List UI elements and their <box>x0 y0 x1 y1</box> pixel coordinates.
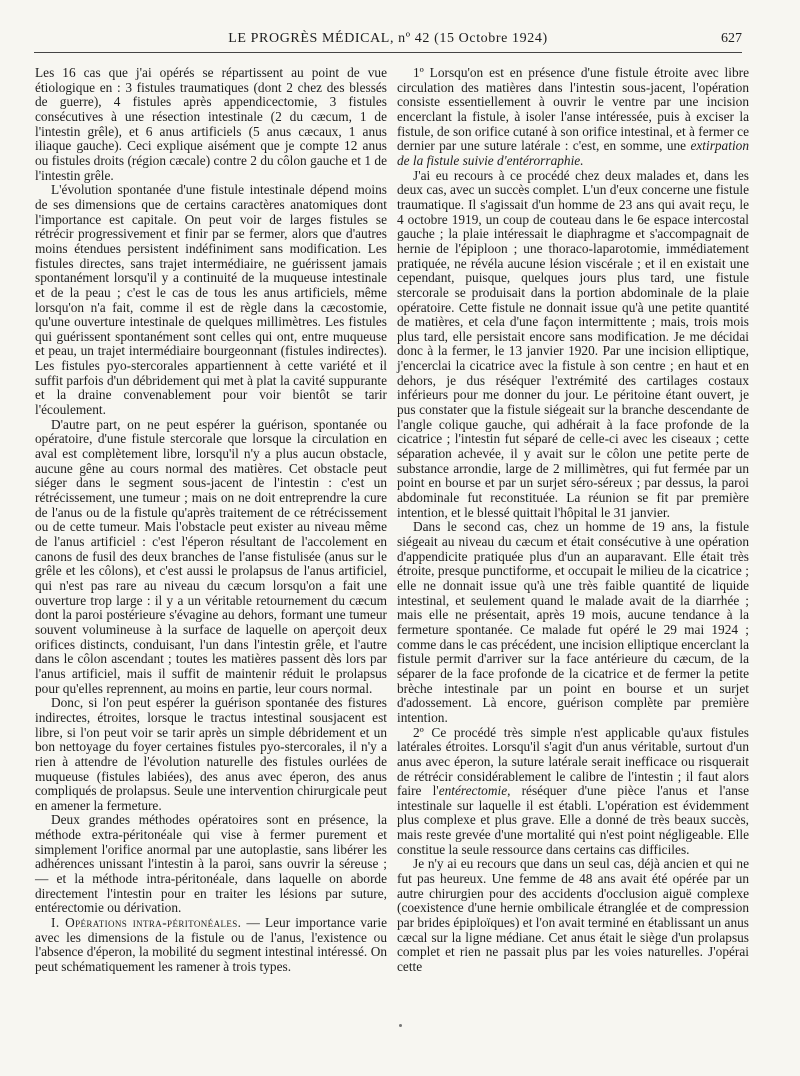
paragraph: Donc, si l'on peut espérer la guérison spontanée des fistures indirectes, étroites, lorsque le tractus intestinal sousjacent est libre, si l'on peut voir se tarir après un simple débridement et un bon nettoyage du foyer certaines fistules pyo-stercorales, il n'y a rien à attendre de l'évolution naturelle des fistules ourlées de muqueuse (fistules labiées), des anus avec éperon, des anus compliqués de prolapsus. Seule une intervention chirurgicale peut en amener la fermeture. <box>35 695 387 813</box>
paragraph: D'autre part, on ne peut espérer la guérison, spontanée ou opératoire, d'une fistule stercorale que lorsque la circulation en aval est complètement libre, lorsqu'il n'y a plus aucun obstacle, aucune gêne au cours normal des matières. Cet obstacle peut siéger dans le segment sous-jacent de l'intestin : c'est un rétrécissement, une tumeur ; mais on ne doit entreprendre la cure de l'anus ou de la fistule qu'après traitement de ce rétrécissement ou de cette tumeur. Mais l'obstacle peut exister au niveau même de l'anus artificiel : c'est l'éperon résultant de l'accolement en canons de fusil des deux branches de l'anse fistulisée (anus sur le grêle et les côlons), et c'est aussi le prolapsus de l'anus artificiel, qui n'est pas rare au niveau du cæcum lorsqu'on a fait une ouverture trop large : il y a un véritable retournement du cæcum dont la paroi postérieure s'évagine au dehors, formant une tumeur souvent volumineuse à la surface de laquelle on aperçoit deux orifices distincts, conduisant, l'un dans l'intestin grêle, et l'autre dans le côlon ascendant ; toutes les matières passent dès lors par l'anus artificiel, mais il suffit de maintenir réduit le prolapsus pour qu'elles reprennent, au moins en partie, leur cours normal. <box>35 416 387 696</box>
page-header <box>34 31 742 55</box>
paragraph <box>397 66 749 169</box>
paragraph: Deux grandes méthodes opératoires sont en présence, la méthode extra-péritonéale qui vise à fermer purement et simplement l'orifice anormal par une autoplastie, sans libérer les adhérences unissant l'intestin à la paroi, sans ouvrir la séreuse ; — et la méthode intra-péritonéale, dans laquelle on aborde directement l'intestin pour en traiter les lésions par suture, entérectomie ou dérivation. <box>35 812 387 916</box>
paragraph: Les 16 cas que j'ai opérés se répartissent au point de vue étiologique en : 3 fistules traumatiques (dont 2 chez des blessés de guerre), 4 fistules après appendicectomie, 3 fistules consécutives à une résection intestinale (2 du cæcum, 1 de l'intestin grêle), et 6 anus artificiels (5 anus cæcaux, 1 anus iliaque gauche). Ceci explique aisément que je compte 12 anus ou fistules droits (région cæcale) contre 2 du côlon gauche et 1 de l'intestin grêle. <box>35 65 387 183</box>
paragraph-text: 2º Ce procédé très simple n'est applicable qu'aux fistules latérales étroites. Lorsqu'il s'agit d'un anus véritable, surtout d'un anus avec éperon, la suture latérale serait inefficace ou risquerait de rétrécir considérablement le calibre de l'intestin ; il faut alors faire l' <box>397 724 749 799</box>
left-column <box>35 66 387 975</box>
paragraph: L'évolution spontanée d'une fistule intestinale dépend moins de ses dimensions que de certains caractères anatomiques dont l'importance est capitale. On peut voir de larges fistules se rétrécir progressivement et finir par se fermer, alors que d'autres moins étendues persistent indéfiniment sans modification. Les fistules directes, sans trajet intermédiaire, ne guérissent jamais spontanément lorsqu'il y a continuité de la muqueuse intestinale et de la peau ; c'est le cas de tous les anus artificiels, même lorsqu'on n'a fait, comme il est de règle dans la cæcostomie, qu'une ouverture intestinale de quelques millimètres. Les fistules qui guérissent spontanément sont celles qui ont, entre muqueuse et peau, un trajet intermédiaire bourgeonnant (fistules indirectes). Les fistules pyo-stercorales appartiennent à cette variété et il suffit parfois d'un débridement qui met à plat la cavité suppurante et la draine convenablement pour voir bientôt se tarir l'écoulement. <box>35 182 387 418</box>
paragraph: Je n'y ai eu recours que dans un seul cas, déjà ancien et qui ne fut pas heureux. Une femme de 48 ans avait été opérée par un autre chirurgien pour des accidents d'occlusion aiguë complexe (coexistence d'une hernie ombilicale étranglée et de compression par brides épiploïques) et l'on avait terminé en établissant un anus cæcal sur la ligne médiane. Cet anus était le siège d'un prolapsus complet et rien ne passait plus par les voies naturelles. J'opérai cette <box>397 856 749 975</box>
paragraph: Dans le second cas, chez un homme de 19 ans, la fistule siégeait au niveau du cæcum et était consécutive à une opération d'appendicite pratiquée plus d'un an auparavant. Elle était très étroite, presque punctiforme, et occupait le milieu de la cicatrice ; elle ne donnait issue qu'à une très faible quantité de liquide intestinal, et seulement quand le malade avait de la diarrhée ; mais elle ne présentait, après 19 mois, aucune tendance à la fermeture spontanée. Ce malade fut opéré le 29 mai 1924 ; comme dans le cas précédent, une incision elliptique encerclant la fistule permit d'arriver sur la face antérieure du cæcum, de la séparer de la face profonde de la cicatrice et de fermer la petite brèche intestinale par un point en bourse et un surjet d'adossement. Là encore, guérison complète par première intention. <box>397 519 749 725</box>
section-paragraph <box>35 916 387 975</box>
right-column <box>397 66 749 975</box>
italic-text: extirpation de la fistule suivie d'entérorraphie. <box>397 138 749 168</box>
paragraph <box>397 726 749 858</box>
paragraph: J'ai eu recours à ce procédé chez deux malades et, dans les deux cas, avec un succès complet. L'un d'eux concerne une fistule traumatique. Il s'agissait d'un homme de 23 ans qui avait reçu, le 4 octobre 1919, un coup de couteau dans le 6e espace intercostal gauche ; la plaie intéressait le diaphragme et s'accompagnait de hernie de l'épiploon ; une thoraco-laparotomie, immédiatement pratiquée, ne révéla aucune lésion viscérale ; et il en existait une cependant, puisque, quelques jours plus tard, une fistule stercorale se produisait dans la portion abdominale de la plaie opératoire. Cette fistule ne donnait issue qu'à une petite quantité de matières, et cela d'une façon intermittente ; mais, trois mois plus tard, elle persistait encore sans modification. Je me décidai donc à la fermer, le 13 janvier 1920. Par une incision elliptique, j'encerclai la cicatrice avec la fistule à son centre ; en haut et en dehors, je dus réséquer l'extrémité des cartilages costaux inférieurs pour me donner du jour. Le péritoine étant ouvert, je pus constater que la fistule siégeait sur la branche descendante de l'angle colique gauche, qui adhérait à la face profonde de la cicatrice ; l'intestin fut séparé de celle-ci avec les ciseaux ; cette séparation achevée, il y avait sur le côlon une petite perte de substance arrondie, large de 2 millimètres, qui fut fermée par un point en bourse et par un surjet séro-séreux ; par dessus, la paroi abdominale fut reconstituée. La réunion se fit par première intention, et le blessé quittait l'hôpital le 31 janvier. <box>397 167 749 520</box>
running-title: LE PROGRÈS MÉDICAL, nº 42 (15 Octobre 1924) <box>228 31 548 46</box>
paragraph-text: , réséquer d'une pièce l'anus et l'anse intestinale sur laquelle il est établi. L'opération est évidemment plus complexe et plus grave. Elle a donné de très beaux succès, mais reste grevée d'une mortalité qui n'est point négligeable. Elle constitue la seule ressource dans certains cas difficiles. <box>397 783 750 857</box>
print-mark <box>399 1024 402 1027</box>
italic-text: entérectomie <box>438 783 508 799</box>
section-heading: I. Opérations intra-péritonéales. <box>51 915 242 931</box>
paragraph-text: 1º Lorsqu'on est en présence d'une fistule étroite avec libre circulation des matières dans l'intestin sous-jacent, l'opération consiste essentiellement à ouvrir le ventre par une incision encerclant la fistule, à isoler l'anse intéressée, puis à exciser la fistule, de son orifice cutané à son orifice intestinal, et à fermer ce dernier par une suture latérale : c'est, en somme, une <box>397 65 749 154</box>
page-number: 627 <box>721 31 742 46</box>
section-text: — Leur importance varie avec les dimensions de la fistule ou de l'anus, l'existence ou l'absence d'éperon, la mobilité du segment intestinal intéressé. On peut schématiquement les ramener à trois types. <box>35 915 387 975</box>
header-rule <box>34 52 742 53</box>
